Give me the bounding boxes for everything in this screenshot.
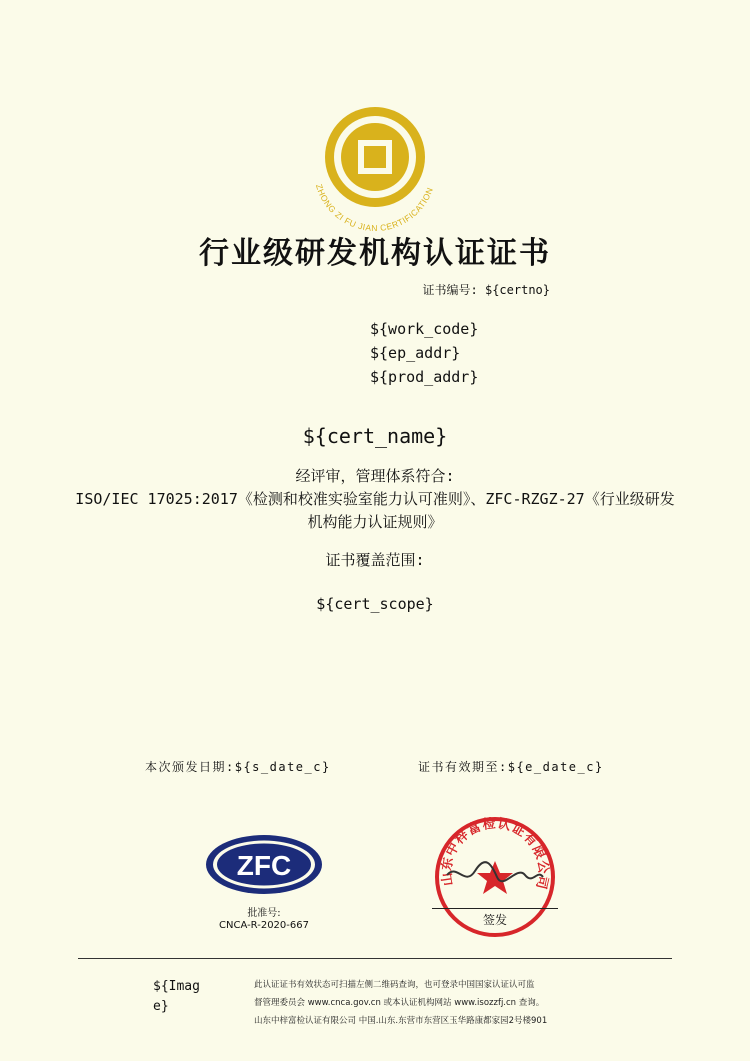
certificate-number: 证书编号: ${certno} (422, 283, 550, 297)
audit-address-value: ${prod_addr} (370, 368, 479, 386)
standards-line-1: ISO/IEC 17025:2017《检测和校准实验室能力认可准则》、ZFC-RZGZ-27《行业级研发 (75, 490, 675, 508)
scope-value: ${cert_scope} (316, 595, 434, 613)
approval-label: 批准号: (247, 908, 281, 919)
review-intro: 经评审，管理体系符合: (295, 467, 455, 485)
scope-label: 证书覆盖范围: (325, 551, 425, 569)
expiry-date: 证书有效期至:${e_date_c} (418, 760, 604, 774)
certificate-title: 行业级研发机构认证证书 (199, 236, 551, 271)
logo-ring-text: ZHONG ZI FU JIAN CERTIFICATION (313, 182, 436, 234)
qr-image-placeholder: ${Image} (153, 979, 200, 1014)
zfc-logo (204, 833, 324, 896)
standards-block (0, 465, 750, 534)
certified-organization-name: ${cert_name} (302, 424, 448, 448)
zfc-logo-text: ZFC (236, 850, 292, 881)
standards-line-2: 机构能力认证规则》 (307, 513, 443, 531)
footer-line-3: 山东中梓富检认证有限公司 中国.山东.东营市东营区玉华路康都家园2号楼901 (254, 1016, 548, 1026)
registered-address-value: ${ep_addr} (370, 344, 461, 362)
footer-line-2: 督管理委员会 www.cnca.gov.cn 或本认证机构网站 www.isozzfj.cn 查询。 (254, 998, 545, 1008)
approval-number: CNCA-R-2020-667 (219, 920, 309, 931)
footer-line-1: 此认证证书有效状态可扫描左侧二维码查询，也可登录中国国家认证认可监 (254, 980, 535, 990)
company-seal-text: 山东中梓富检认证有限公司 (439, 816, 551, 892)
footer-divider (78, 958, 672, 959)
certification-logo (300, 95, 450, 245)
credit-code-value: ${work_code} (370, 320, 479, 338)
issue-date: 本次颁发日期:${s_date_c} (145, 760, 331, 774)
signed-label: 签发 (482, 913, 507, 927)
signature-line (432, 908, 558, 909)
